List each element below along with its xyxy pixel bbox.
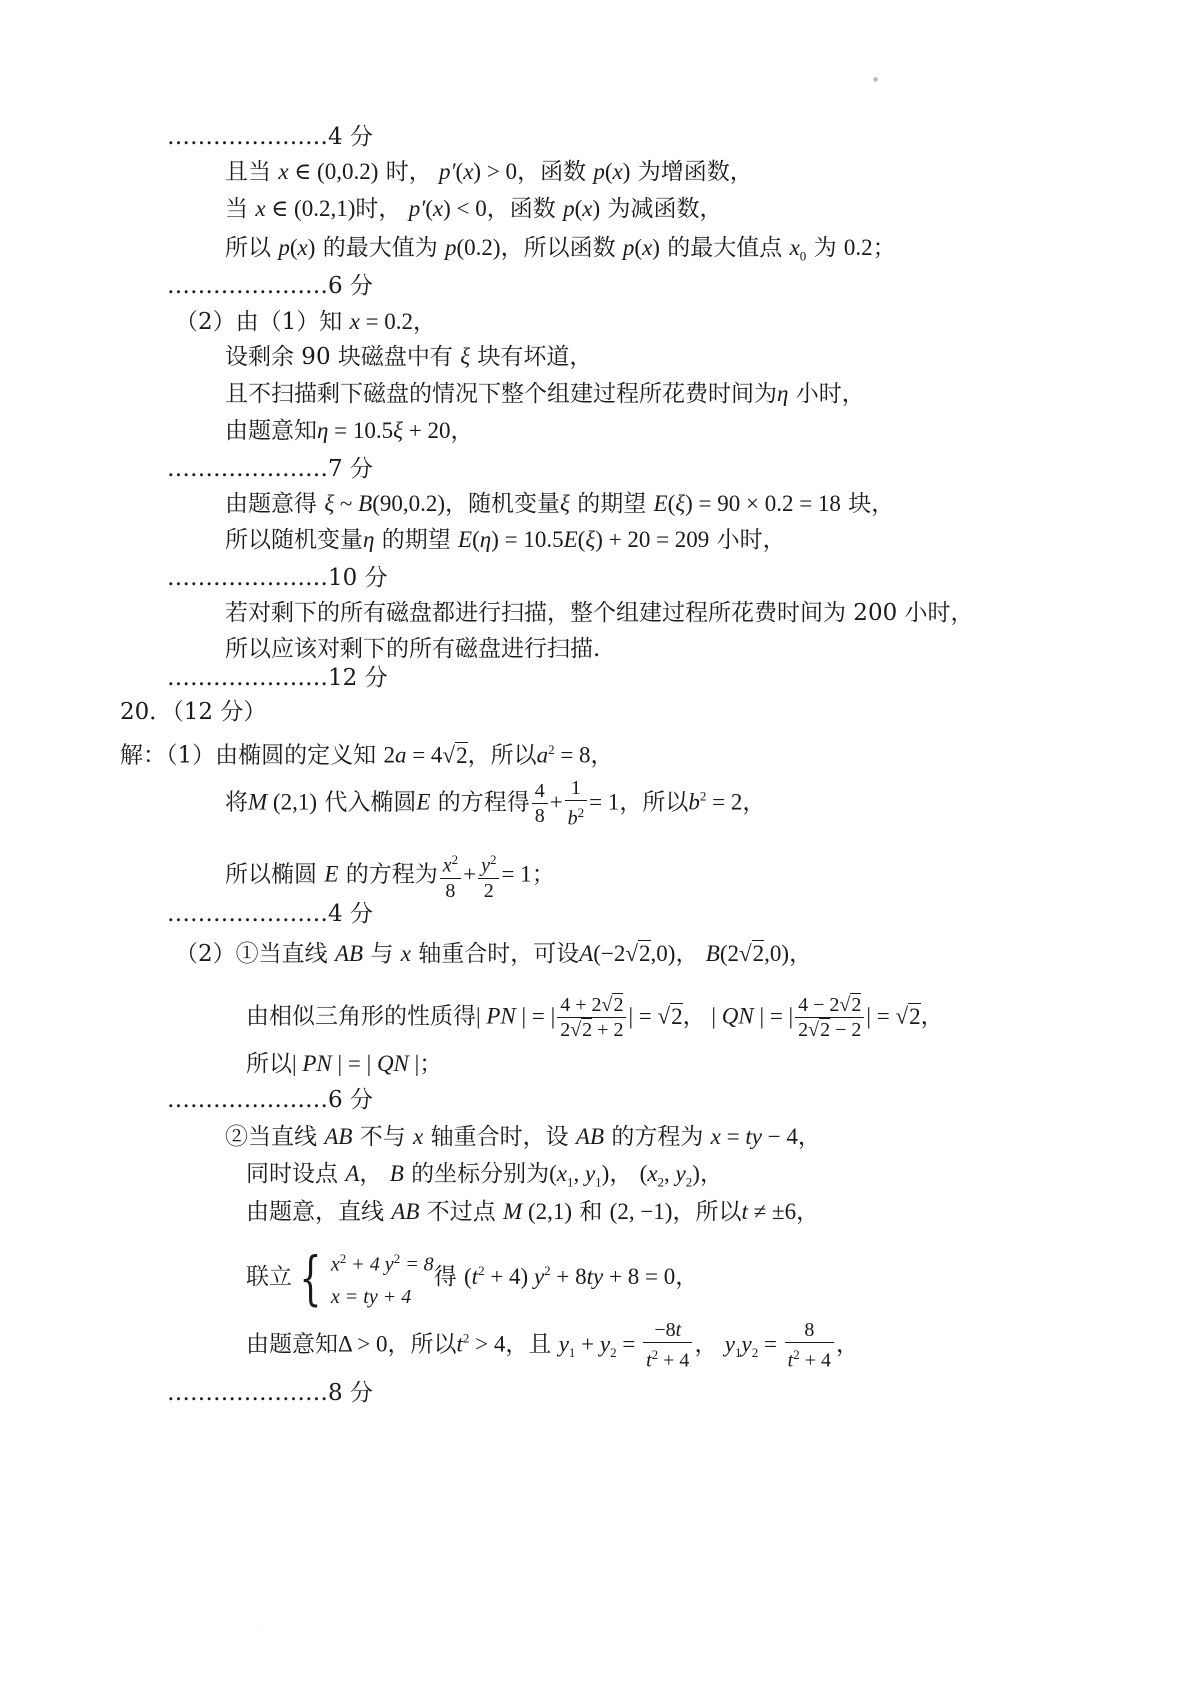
text-line: 由题意，直线 AB 不过点 M (2,1) 和 (2, −1)，所以t ≠ ±6，	[246, 1199, 820, 1225]
text-line: 所以 p(x) 的最大值为 p(0.2)，所以函数 p(x) 的最大值点 $x_0$ 为 0.2；	[225, 235, 896, 264]
text-line: 且当 x ∈ (0,0.2) 时， p′(x) > 0，函数 p(x) 为增函数，	[225, 159, 753, 185]
score-marker: …………………12 分	[167, 665, 388, 691]
text-line: 设剩余 90 块磁盘中有 ξ 块有坏道，	[225, 344, 593, 370]
text-line: 由相似三角形的性质得| PN | = | $\frac{4 + 2√2}{2√2 + 2}$ | = √2， | QN | = | $\frac{4 - 2√2}{2√2 - 2}$ | = √2，	[246, 994, 944, 1041]
score-marker: …………………7 分	[167, 456, 373, 482]
text-line: 所以椭圆 E 的方程为 $\frac{x^2}{8}$ + $\frac{y^2}{2}$ = 1；	[225, 848, 555, 903]
text-line: 且不扫描剩下磁盘的情况下整个组建过程所花费时间为η 小时，	[225, 381, 865, 407]
text-line: （2）①当直线 AB 与 x 轴重合时，可设A(−2√2,0)， B(2√2,0)，	[175, 941, 813, 967]
scan-dot: ●	[873, 76, 879, 83]
text-line: 同时设点 A， B 的坐标分别为($x_1$, $y_1$)， ($x_2$, $y_2$)，	[246, 1161, 723, 1190]
text-line: （2）由（1）知 x = 0.2，	[175, 309, 437, 335]
scan-dot: ·	[258, 1627, 260, 1634]
text-line: 将M (2,1) 代入椭圆E 的方程得 $\frac{4}{8}$ + $\frac{1}{b^2}$ = 1，所以$b^2 = 2$，	[225, 777, 766, 830]
text-line: 由题意知Δ > 0，所以$t^2 > 4$，且 $y_1 + y_2$ = $\frac{-8t}{t^2 + 4}$ ， $y_1y_2$ = $\frac{8}{t^2 + 4}$ ，	[246, 1319, 860, 1372]
text-line: 所以随机变量η 的期望 E(η) = 10.5E(ξ) + 20 = 209 小时，	[225, 527, 786, 553]
text-line: 若对剩下的所有磁盘都进行扫描，整个组建过程所花费时间为 200 小时，	[225, 600, 974, 626]
text-line: 由题意知η = 10.5ξ + 20，	[225, 418, 474, 444]
text-line: 由题意得 ξ ~ B(90,0.2)，随机变量ξ 的期望 E(ξ) = 90 × 0.2 = 18 块，	[225, 491, 895, 517]
text-line: 联立 { $x^2 + 4$ $y^2 = 8$ x = ty + 4 得 $(t^2 + 4) y^2 + 8ty + 8 = 0$，	[246, 1243, 699, 1312]
score-marker: …………………4 分	[167, 901, 373, 927]
text-line: 所以应该对剩下的所有磁盘进行扫描.	[225, 636, 601, 662]
score-marker: …………………6 分	[167, 1087, 373, 1113]
text-line: ②当直线 AB 不与 x 轴重合时，设 AB 的方程为 x = ty − 4，	[225, 1124, 821, 1150]
score-marker: …………………6 分	[167, 273, 373, 299]
question-title: 20．（12 分）	[120, 699, 267, 725]
score-marker: …………………4 分	[167, 124, 373, 150]
text-line: 解：（1）由椭圆的定义知 2a = 4√2，所以$a^2 = 8$，	[120, 742, 614, 769]
text-line: 所以| PN | = | QN |；	[246, 1051, 443, 1077]
score-marker: …………………10 分	[167, 565, 388, 591]
score-marker: …………………8 分	[167, 1380, 373, 1406]
text-line: 当 x ∈ (0.2,1)时， p′(x) < 0，函数 p(x) 为减函数，	[225, 196, 723, 222]
